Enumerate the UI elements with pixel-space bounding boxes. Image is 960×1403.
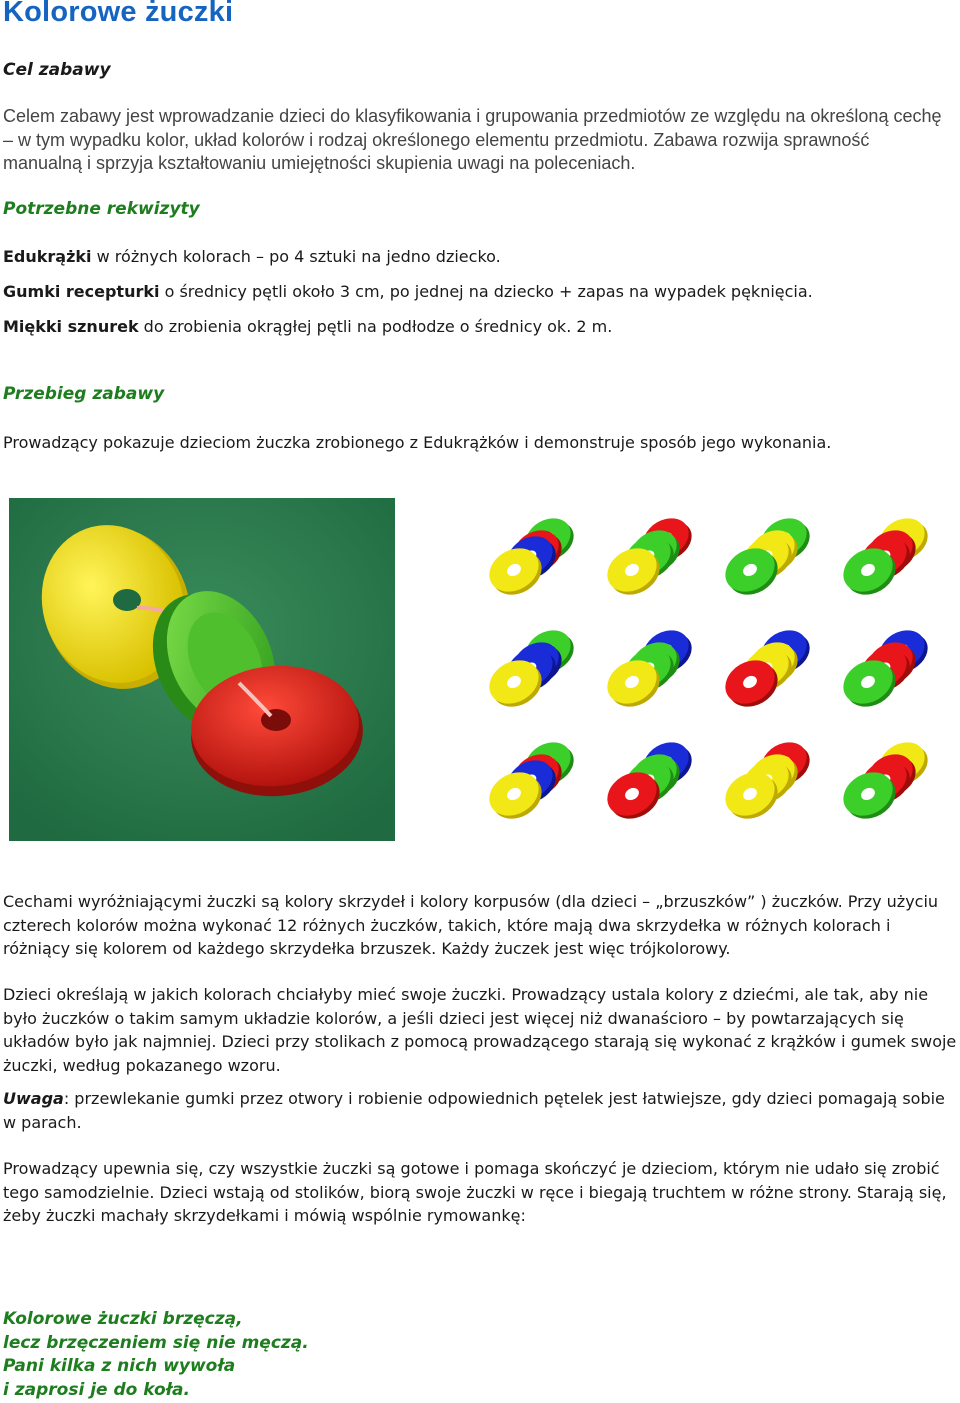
course-paragraph: Dzieci określają w jakich kolorach chciałyby mieć swoje żuczki. Prowadzący ustala kolory z dziećmi, ale tak, aby nie było żuczków o takim samym układzie kolorów, a jeśli dzieci jest więcej niż dwanaścioro – by powtarzających się układów było jak najmniej. Dzieci przy stolikach z pomocą prowadzącego starają się wykonać z krążków i gumek swoje żuczki, według pokazanego wzoru.	[3, 985, 957, 1075]
course-intro: Prowadzący pokazuje dzieciom żuczka zrobionego z Edukrążków i demonstruje sposób jego wykonania.	[3, 433, 832, 452]
section-heading-course: Przebieg zabawy	[3, 384, 165, 404]
beetle-variant	[717, 510, 816, 603]
beetle-photo	[9, 498, 395, 841]
beetle-variants-grid	[478, 508, 948, 840]
prop-item-name: Edukrążki	[3, 247, 92, 266]
poem-line: i zaprosi je do koła.	[3, 1379, 190, 1400]
prop-item-desc: do zrobienia okrągłej pętli na podłodze o średnicy ok. 2 m.	[138, 317, 613, 336]
beetle-variant	[481, 734, 580, 827]
note-text: : przewlekanie gumki przez otwory i robienie odpowiednich pętelek jest łatwiejsze, gdy dzieci pomagają sobie w parach.	[3, 1089, 945, 1132]
poem	[3, 1308, 309, 1402]
course-paragraph: Prowadzący upewnia się, czy wszystkie żuczki są gotowe i pomaga skończyć je dzieciom, którym nie udało się zrobić tego samodzielnie. Dzieci wstają od stolików, biorą swoje żuczki w ręce i biegają truchtem w różne strony. Starają się, żeby żuczki machały skrzydełkami i mówią wspólnie rymowankę:	[3, 1159, 947, 1225]
beetle-variant	[835, 734, 934, 827]
prop-item	[3, 315, 960, 339]
beetle-variant	[481, 622, 580, 715]
note-label: Uwaga	[3, 1089, 64, 1108]
page-title: Kolorowe żuczki	[3, 0, 234, 28]
note-paragraph	[3, 1087, 960, 1134]
section-heading-goal: Cel zabawy	[3, 60, 111, 80]
beetle-variant	[599, 510, 698, 603]
prop-item	[3, 245, 960, 269]
beetle-variant	[599, 622, 698, 715]
prop-item-desc: w różnych kolorach – po 4 sztuki na jedno dziecko.	[91, 247, 501, 266]
prop-item-name: Miękki sznurek	[3, 317, 139, 336]
poem-line: lecz brzęczeniem się nie męczą.	[3, 1332, 309, 1353]
beetle-variant	[835, 510, 934, 603]
poem-line: Kolorowe żuczki brzęczą,	[3, 1309, 243, 1329]
prop-item-name: Gumki recepturki	[3, 282, 160, 301]
prop-item-desc: o średnicy pętli około 3 cm, po jednej na dziecko + zapas na wypadek pęknięcia.	[159, 282, 813, 301]
prop-item	[3, 280, 960, 304]
beetle-variant	[599, 734, 698, 827]
section-heading-props: Potrzebne rekwizyty	[3, 199, 200, 219]
beetle-variant	[835, 622, 934, 715]
poem-line: Pani kilka z nich wywoła	[3, 1356, 236, 1376]
beetle-variant	[717, 734, 816, 827]
beetle-variant	[481, 510, 580, 603]
beetle-variant	[717, 622, 816, 715]
goal-paragraph: Celem zabawy jest wprowadzanie dzieci do klasyfikowania i grupowania przedmiotów ze względu na określoną cechę – w tym wypadku kolor, układ kolorów i rodzaj określonego elementu przedmiotu. Zabawa rozwija sprawność manualną i sprzyja kształtowaniu umiejętności skupienia uwagi na poleceniach.	[3, 106, 942, 173]
course-paragraph: Cechami wyróżniającymi żuczki są kolory skrzydeł i kolory korpusów (dla dzieci – „brzuszków” ) żuczków. Przy użyciu czterech kolorów można wykonać 12 różnych żuczków, takich, które mają dwa skrzydełka w różnych kolorach i różniący się kolorem od każdego skrzydełka brzuszek. Każdy żuczek jest więc trójkolorowy.	[3, 892, 939, 958]
